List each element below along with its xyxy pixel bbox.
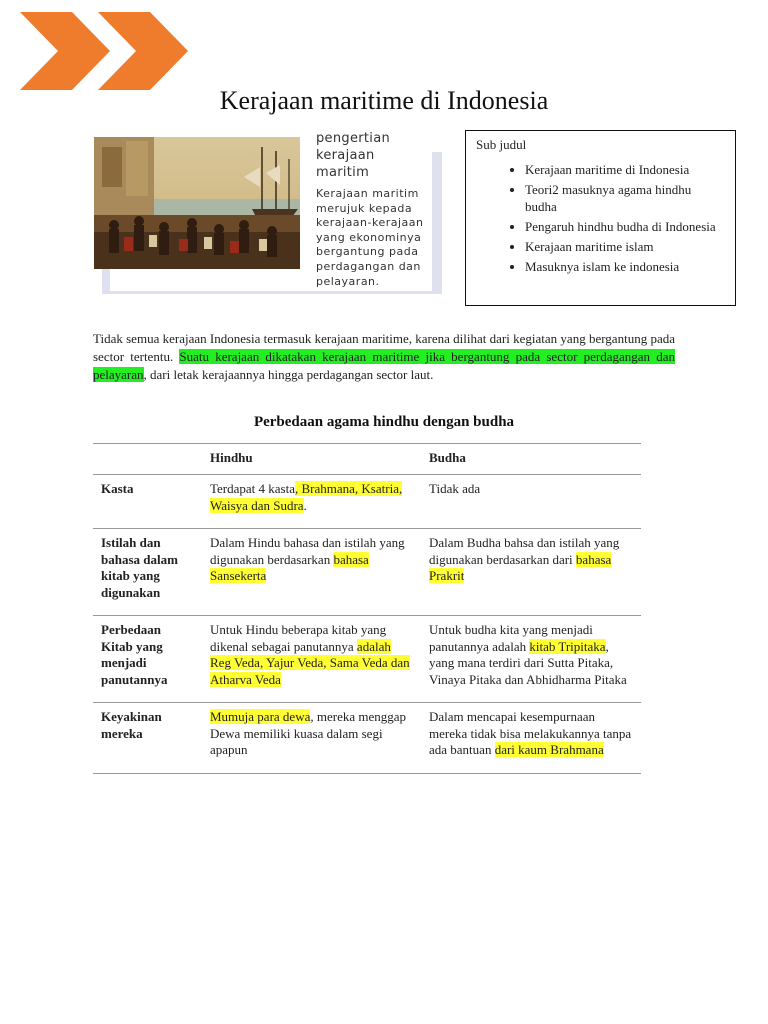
intro-paragraph [93,330,675,384]
cell-text: . [303,497,307,513]
table-header-row [93,444,641,475]
cell-highlight: bahasa Prakrit [429,551,612,583]
table-row [93,475,641,529]
list-item: • Masuknya islam ke indonesia [525,258,725,275]
hindu-cell [202,475,421,529]
subjudul-list [476,161,725,275]
cell-text: Dalam Budha bahsa dan istilah yang digunakan berdasarkan dari [429,535,620,567]
header-cell: Hindhu [210,450,253,465]
side-definition: Kerajaan maritim merujuk kepada kerajaan-kerajaan yang ekonominya bergantung pada perdagangan dan pelayaran. [316,187,424,288]
cell-highlight: , Brahmana, Ksatria, Waisya dan Sudra [210,481,403,513]
hindu-cell [202,703,421,774]
budha-cell [421,616,641,703]
list-item: • Kerajaan maritime islam [525,238,725,255]
table-title: Perbedaan agama hindhu dengan budha [253,414,515,430]
table-row [93,703,641,774]
hindu-cell [202,616,421,703]
cell-highlight: Mumuja para dewa [210,709,311,724]
table-row [93,616,641,703]
cell-text: , mereka menggap Dewa memiliki kuasa dalam segi apapun [210,709,407,757]
paragraph-highlight: Suatu kerajaan dikatakan kerajaan maritime jika bergantung pada sector perdagangan dan pelayaran [93,349,675,382]
budha-cell [421,529,641,616]
row-label: Kasta [101,481,134,496]
comparison-table [93,443,641,774]
row-label: Keyakinan mereka [101,709,162,741]
cell-text: Terdapat 4 kasta [210,481,295,496]
cell-highlight: kitab Tripitaka [529,638,606,654]
paragraph-text: , dari letak kerajaannya hingga perdagangan sector laut. [143,367,434,382]
cell-text: Tidak ada [429,481,481,496]
cell-text: , yang mana terdiri dari Sutta Pitaka, Vinaya Pitaka dan Abhidharma Pitaka [429,638,627,687]
image-frame-bar [432,152,441,292]
header-cell [93,444,202,475]
budha-cell [421,703,641,774]
harbor-painting-image [94,137,300,269]
document-title: Kerajaan maritime di Indonesia [219,86,549,115]
table-row [93,529,641,616]
cell-text: Untuk budha kita yang menjadi panutannya adalah [429,622,593,654]
chevron-logo-icon [20,12,190,90]
budha-cell [421,475,641,529]
cell-text: Dalam Hindu bahasa dan istilah yang digunakan berdasarkan [210,535,405,567]
subjudul-title: Sub judul [476,137,527,152]
cell-text: Untuk Hindu beberapa kitab yang dikenal sebagai panutannya [210,622,387,654]
row-label: Perbedaan Kitab yang menjadi panutannya [101,622,168,687]
list-item: • Pengaruh hindhu budha di Indonesia [525,218,725,235]
cell-highlight: bahasa Sansekerta [210,551,369,583]
subjudul-box [465,130,736,306]
paragraph-text: Tidak semua kerajaan Indonesia termasuk kerajaan maritime, karena dilihat dari kegiatan yang bergantung pada sector tertentu. [93,331,675,364]
cell-highlight: adalah Reg Veda, Yajur Veda, Sama Veda dan Atharva Veda [210,638,410,687]
header-cell: Budha [429,450,466,465]
hindu-cell [202,529,421,616]
cell-highlight: dari kaum Brahmana [494,742,604,757]
list-item: • Kerajaan maritime di Indonesia [525,161,725,178]
side-heading: pengertian kerajaan maritim [316,131,390,180]
list-item: • Teori2 masuknya agama hindhu budha [525,181,725,215]
row-label: Istilah dan bahasa dalam kitab yang digunakan [101,535,178,600]
cell-text: Dalam mencapai kesempurnaan mereka tidak bisa melakukannya tanpa ada bantuan [429,709,632,757]
